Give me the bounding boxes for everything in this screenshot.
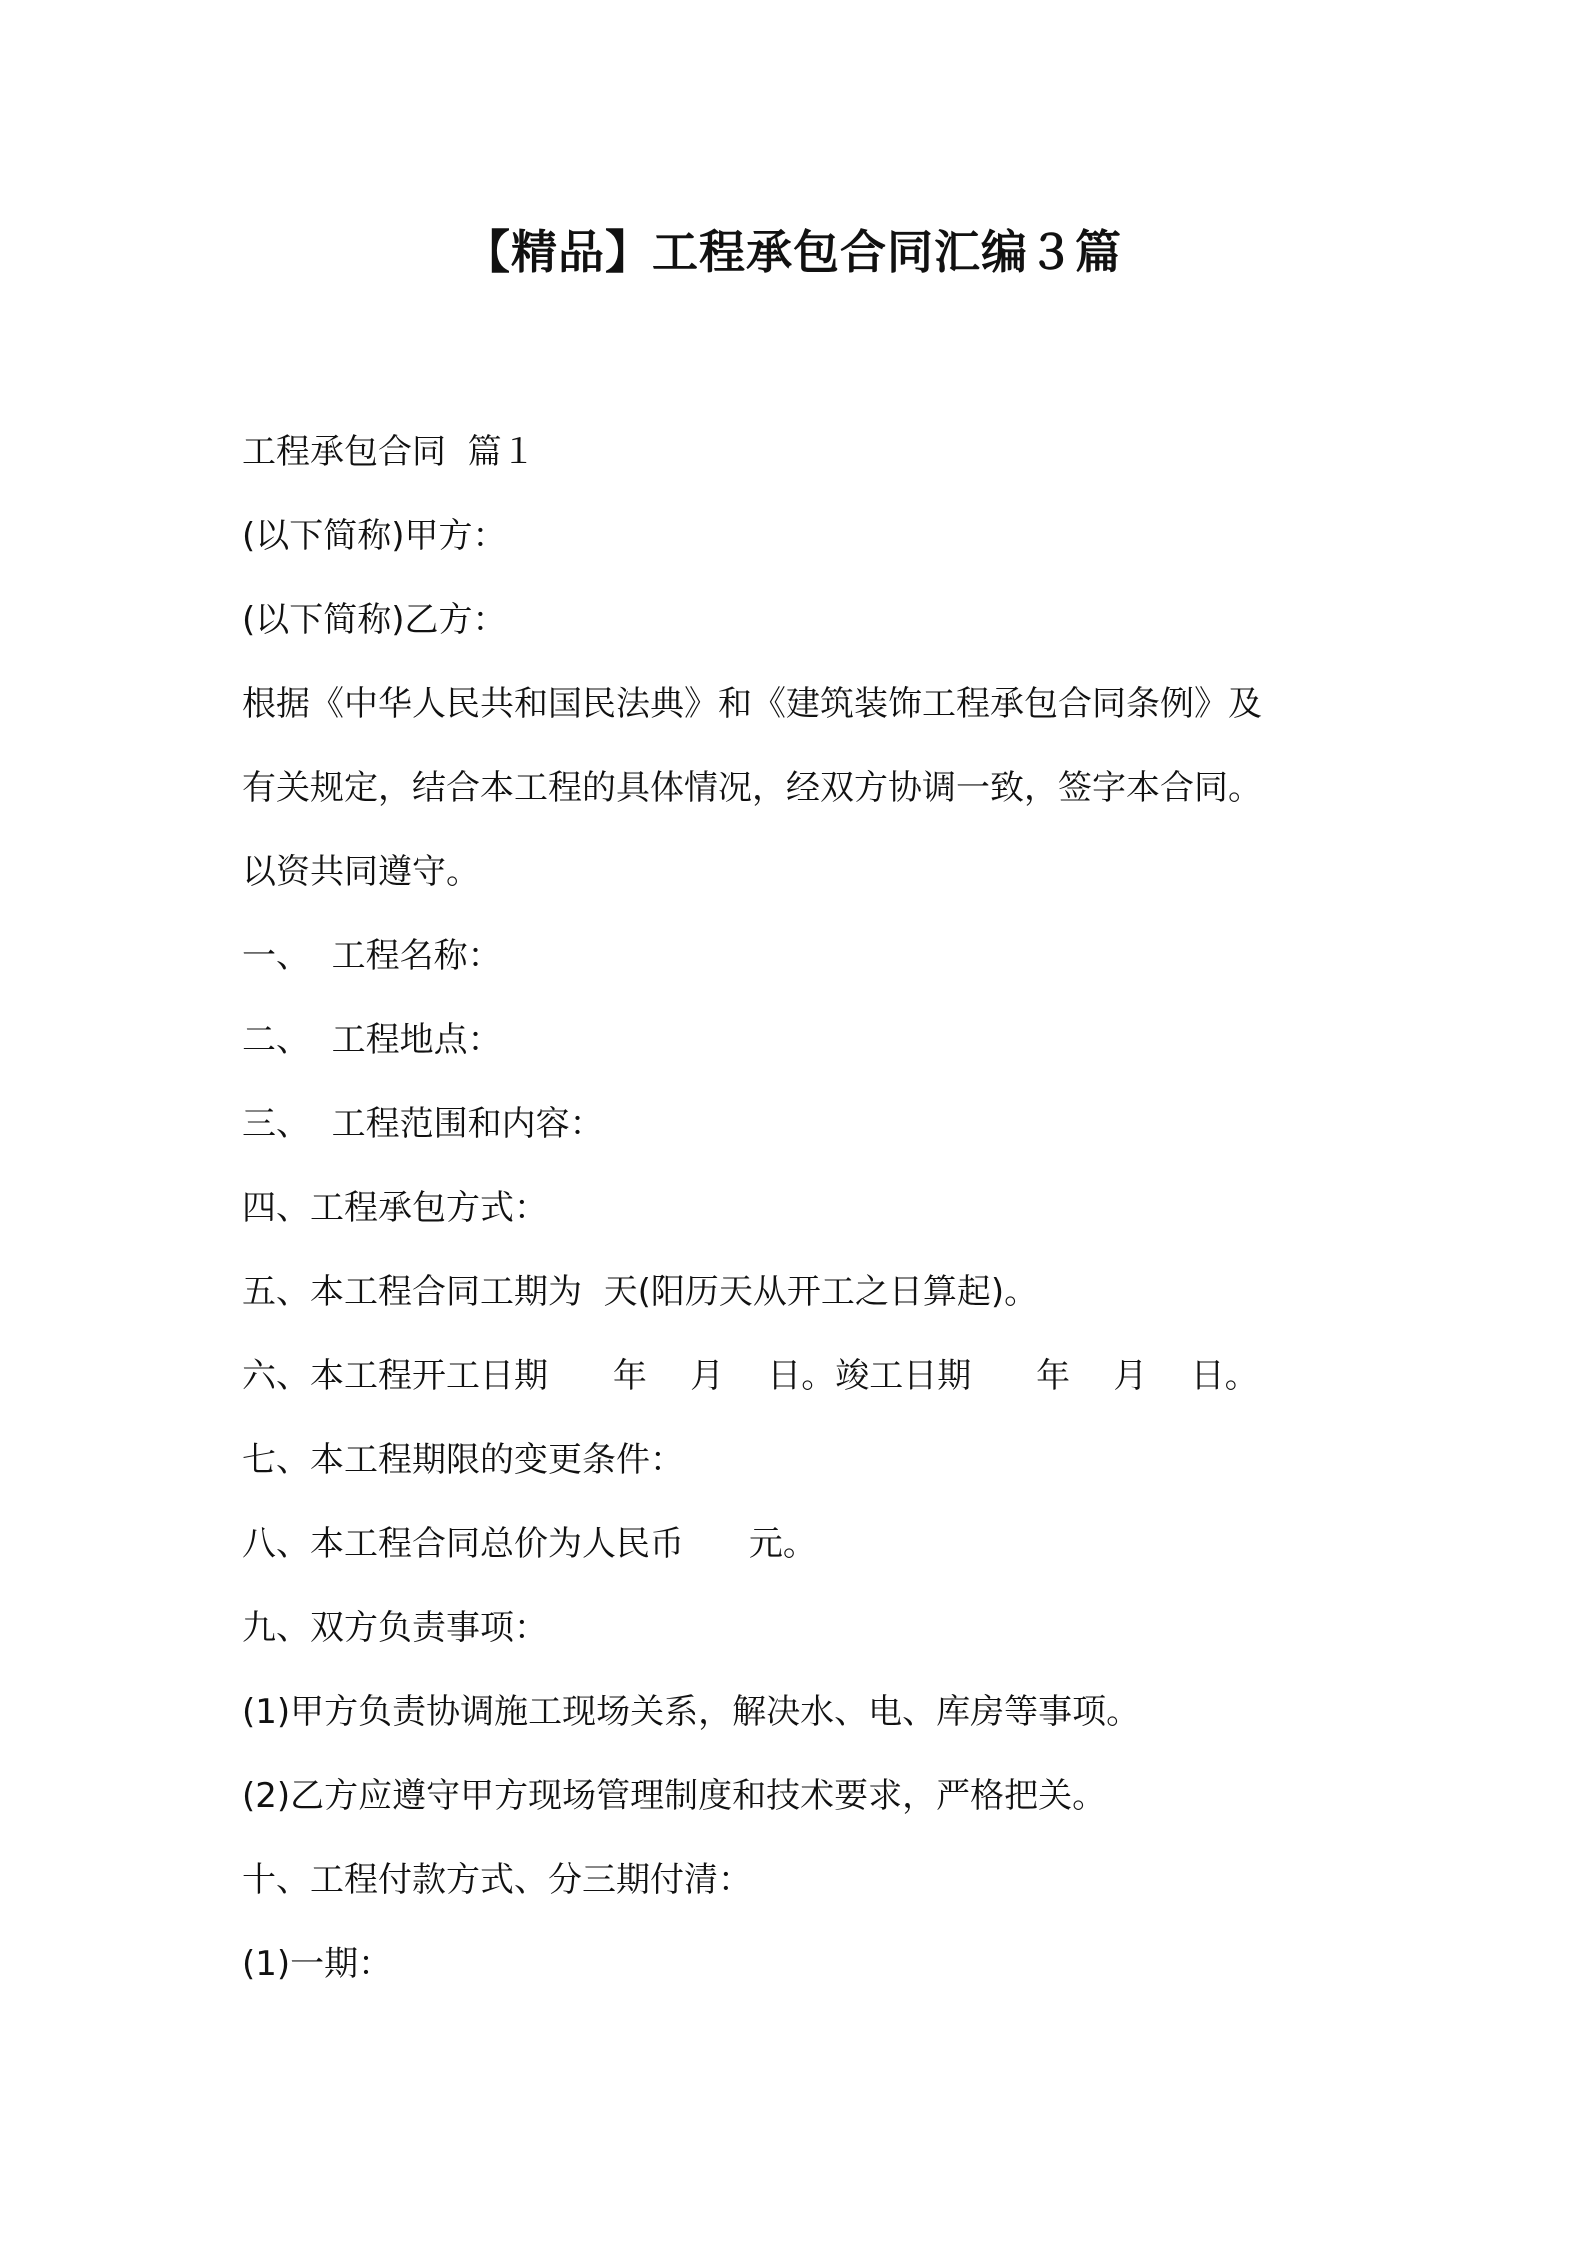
preamble-line-1: 根据《中华人民共和国民法典》和《建筑装饰工程承包合同条例》及 bbox=[242, 684, 1262, 724]
party-b-line: (以下简称)乙方： bbox=[242, 600, 507, 640]
clause-2-project-location: 二、 工程地点： bbox=[242, 1020, 502, 1060]
document-body bbox=[242, 410, 1362, 2006]
clause-9-item-2: (2)乙方应遵守甲方现场管理制度和技术要求，严格把关。 bbox=[242, 1776, 1107, 1816]
document-title: 【精品】工程承包合同汇编３篇 bbox=[464, 225, 1122, 279]
clause-10-item-1: (1)一期： bbox=[242, 1944, 393, 1984]
clause-4-contract-method: 四、工程承包方式： bbox=[242, 1188, 548, 1228]
party-a-line: (以下简称)甲方： bbox=[242, 516, 507, 556]
clause-3-project-scope: 三、 工程范围和内容： bbox=[242, 1104, 604, 1144]
clause-8-total-price: 八、本工程合同总价为人民币 元。 bbox=[242, 1524, 817, 1564]
preamble-line-3: 以资共同遵守。 bbox=[242, 852, 480, 892]
clause-9-item-1: (1)甲方负责协调施工现场关系，解决水、电、库房等事项。 bbox=[242, 1692, 1141, 1732]
clause-10-payment: 十、工程付款方式、分三期付清： bbox=[242, 1860, 752, 1900]
clause-5-duration: 五、本工程合同工期为 天(阳历天从开工之日算起)。 bbox=[242, 1272, 1039, 1312]
clause-1-project-name: 一、 工程名称： bbox=[242, 936, 502, 976]
preamble-line-2: 有关规定，结合本工程的具体情况，经双方协调一致，签字本合同。 bbox=[242, 768, 1262, 808]
clause-6-dates: 六、本工程开工日期 年 月 日。竣工日期 年 月 日。 bbox=[242, 1356, 1259, 1396]
section-heading: 工程承包合同 篇１ bbox=[242, 432, 536, 472]
clause-7-change-conditions: 七、本工程期限的变更条件： bbox=[242, 1440, 684, 1480]
clause-9-responsibilities: 九、双方负责事项： bbox=[242, 1608, 548, 1648]
